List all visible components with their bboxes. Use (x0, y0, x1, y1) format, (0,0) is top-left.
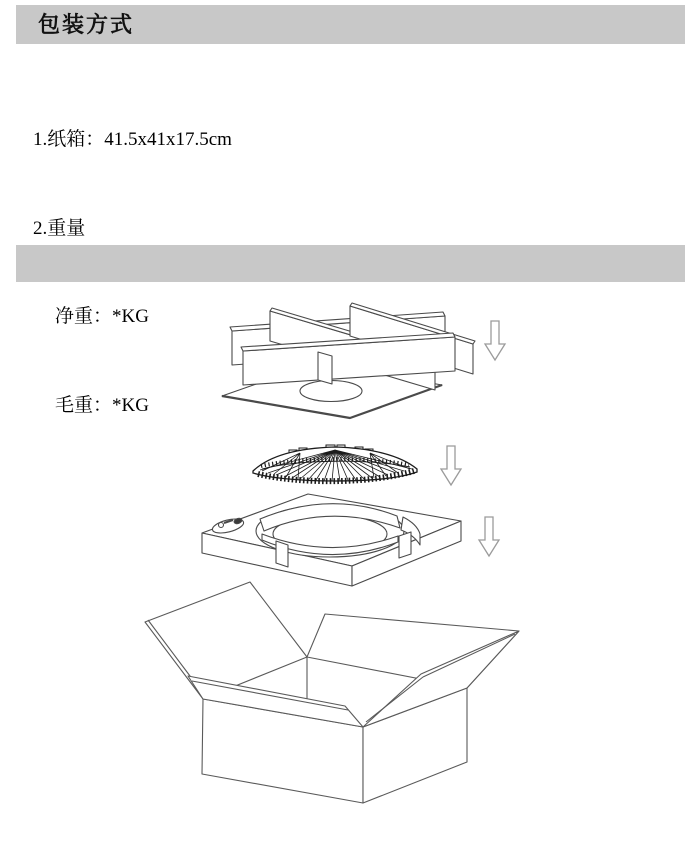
spec-line-gross-weight: 毛重：*KG (55, 394, 149, 416)
foam-tray-insert (202, 494, 461, 586)
page-title: 包装方式 (38, 12, 135, 37)
finned-lamp-product (253, 445, 417, 481)
spec-line-carton-size: 1.纸箱：41.5x41x17.5cm (33, 129, 232, 150)
down-arrow-icon (485, 321, 505, 360)
carton-divider-grid (222, 303, 475, 418)
spec-line-net-weight: 净重：*KG (55, 306, 149, 327)
open-carton-box (145, 582, 519, 803)
spec-line-weight: 2.重量 (33, 217, 86, 239)
down-arrow-icon (479, 517, 499, 556)
down-arrow-icon (441, 446, 461, 485)
